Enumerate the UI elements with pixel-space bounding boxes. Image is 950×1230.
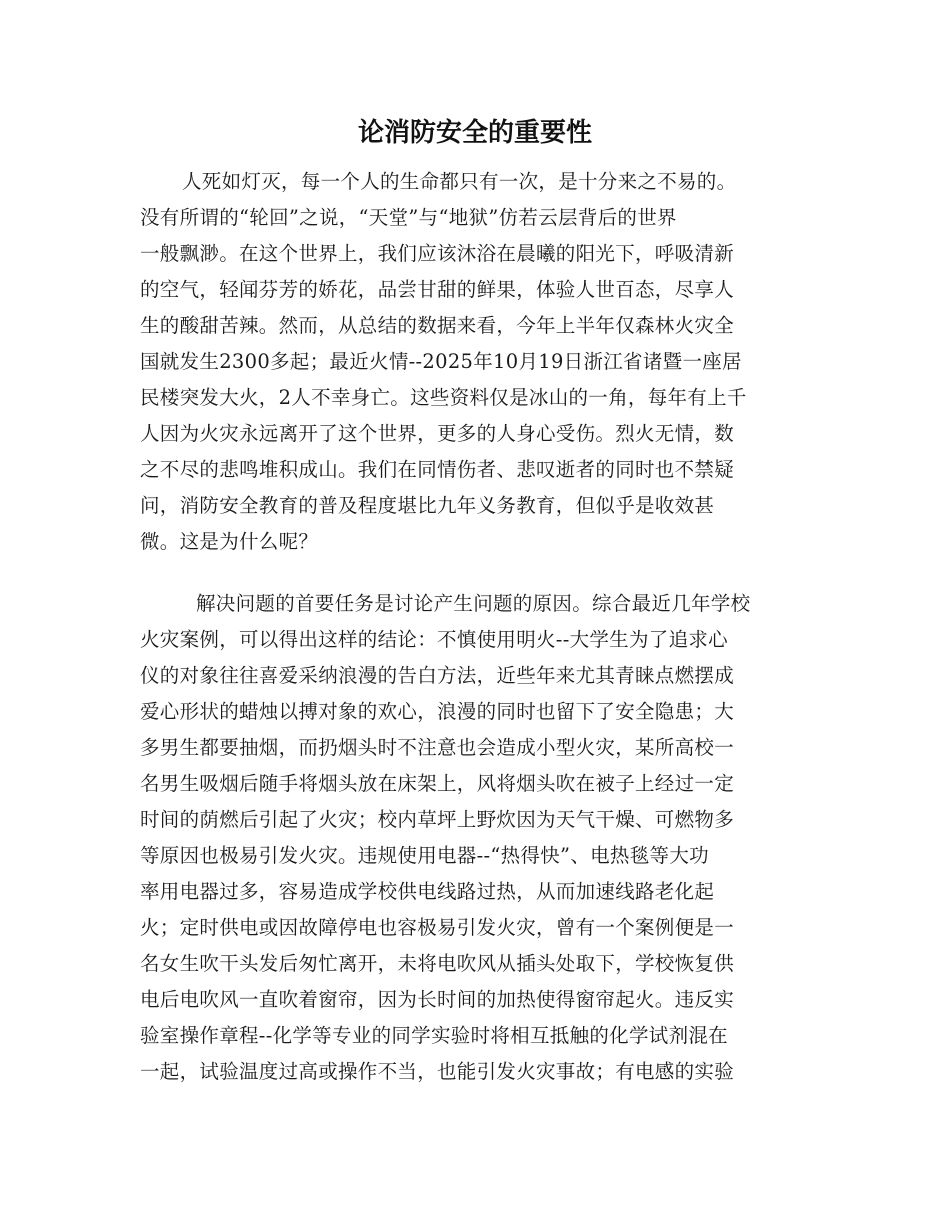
paragraph-2-line: 等原因也极易引发火灾。违规使用电器--“热得快”、电热毯等大功: [140, 844, 709, 867]
paragraph-1-line: 微。这是为什么呢？: [140, 530, 319, 553]
paragraph-1-line: 国就发生2300多起；最近火情--2025年10月19日浙江省诸暨一座居: [140, 350, 742, 373]
paragraph-1-line: 民楼突发大火，2人不幸身亡。这些资料仅是冰山的一角，每年有上千: [140, 386, 747, 409]
paragraph-1-line: 的空气，轻闻芬芳的娇花，品尝甘甜的鲜果，体验人世百态，尽享人: [140, 278, 735, 301]
document-title: 论消防安全的重要性: [357, 118, 592, 148]
paragraph-1-line: 之不尽的悲鸣堆积成山。我们在同情伤者、悲叹逝者的同时也不禁疑: [140, 458, 735, 481]
paragraph-1-line: 问，消防安全教育的普及程度堪比九年义务教育，但似乎是收效甚: [140, 494, 715, 517]
paragraph-2-line: 解决问题的首要任务是讨论产生问题的原因。综合最近几年学校: [196, 592, 751, 615]
paragraph-2-line: 多男生都要抽烟，而扔烟头时不注意也会造成小型火灾，某所高校一: [140, 736, 735, 759]
paragraph-2-line: 名男生吸烟后随手将烟头放在床架上，风将烟头吹在被子上经过一定: [140, 772, 735, 795]
paragraph-2-line: 电后电吹风一直吹着窗帘，因为长时间的加热使得窗帘起火。违反实: [140, 988, 735, 1011]
paragraph-1-line: 一般飘渺。在这个世界上，我们应该沐浴在晨曦的阳光下，呼吸清新: [140, 242, 735, 265]
paragraph-2-line: 验室操作章程--化学等专业的同学实验时将相互抵触的化学试剂混在: [140, 1024, 728, 1047]
paragraph-1-line: 人死如灯灭，每一个人的生命都只有一次，是十分来之不易的。: [182, 170, 737, 193]
paragraph-1-line: 人因为火灾永远离开了这个世界，更多的人身心受伤。烈火无情，数: [140, 422, 735, 445]
paragraph-2-line: 时间的荫燃后引起了火灾；校内草坪上野炊因为天气干燥、可燃物多: [140, 808, 735, 831]
paragraph-2-line: 火；定时供电或因故障停电也容极易引发火灾，曾有一个案例便是一: [140, 916, 735, 939]
paragraph-2-line: 一起，试验温度过高或操作不当，也能引发火灾事故；有电感的实验: [140, 1060, 735, 1083]
paragraph-2-line: 率用电器过多，容易造成学校供电线路过热，从而加速线路老化起: [140, 880, 715, 903]
paragraph-2-line: 名女生吹干头发后匆忙离开，未将电吹风从插头处取下，学校恢复供: [140, 952, 735, 975]
paragraph-1-line: 没有所谓的“轮回”之说，“天堂”与“地狱”仿若云层背后的世界: [140, 206, 677, 229]
paragraph-2-line: 爱心形状的蜡烛以搏对象的欢心，浪漫的同时也留下了安全隐患；大: [140, 700, 735, 723]
paragraph-1-line: 生的酸甜苦辣。然而，从总结的数据来看，今年上半年仅森林火灾全: [140, 314, 735, 337]
paragraph-2-line: 仪的对象往往喜爱采纳浪漫的告白方法，近些年来尤其青睐点燃摆成: [140, 664, 735, 687]
paragraph-2-line: 火灾案例，可以得出这样的结论：不慎使用明火--大学生为了追求心: [140, 628, 728, 651]
